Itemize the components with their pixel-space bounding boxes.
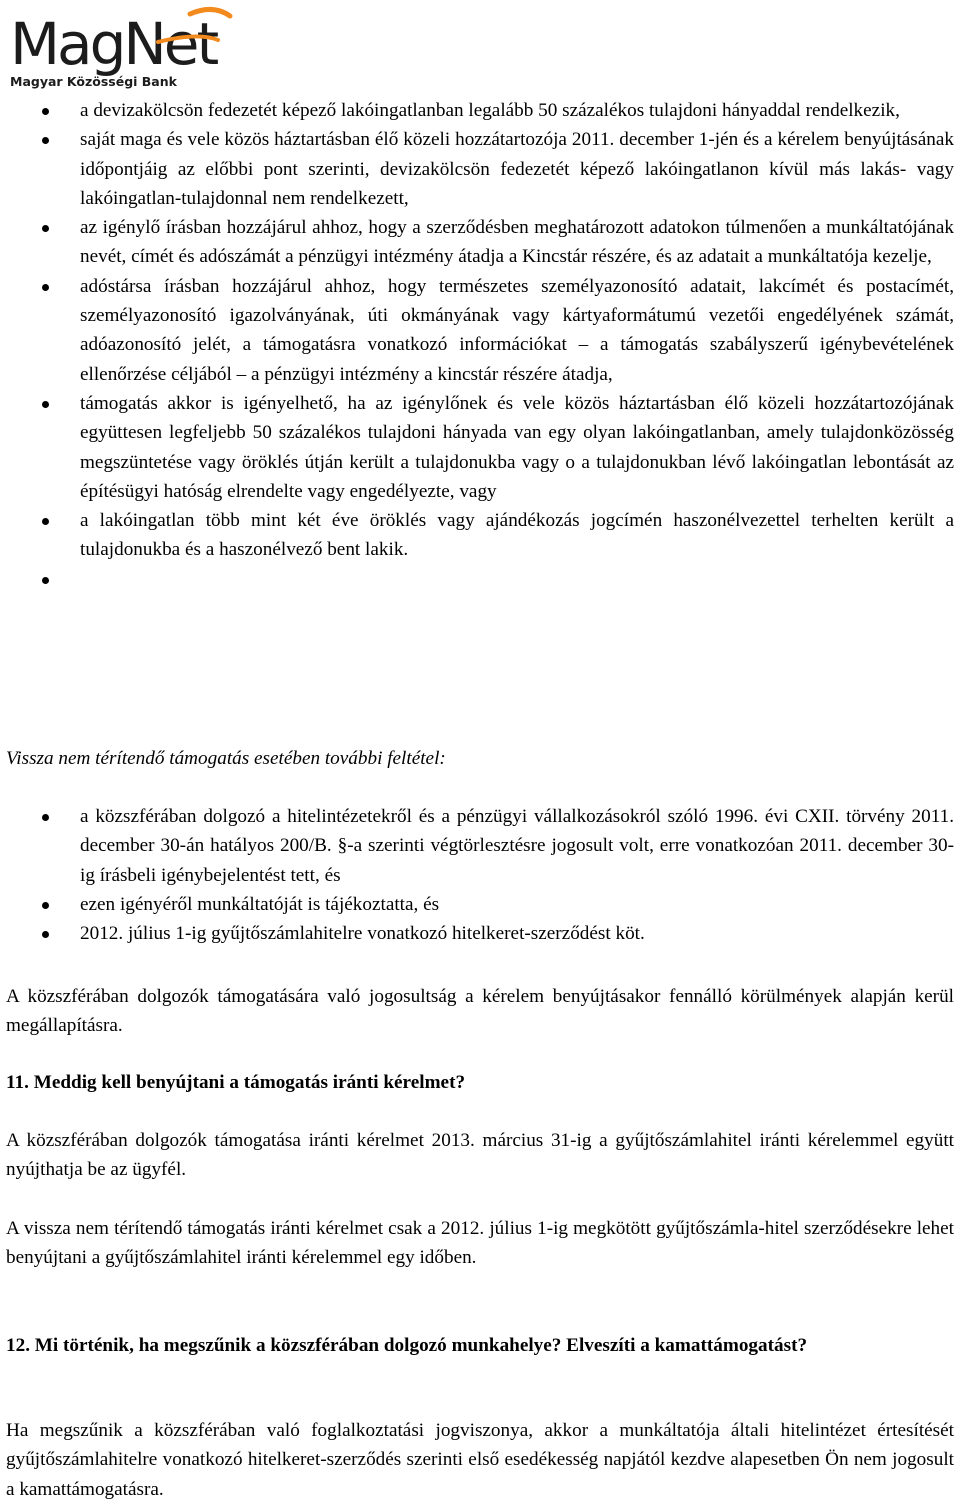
answer-11-paragraph-1: A közszférában dolgozók támogatása iránti kérelmet 2013. március 31-ig a gyűjtőszámlahitel iránti kérelemmel együtt nyújthatja be az ügyfél. xyxy=(6,1130,954,1181)
list-item: ezen igényéről munkáltatóját is tájékoztatta, és xyxy=(0,890,960,919)
list-item: adóstársa írásban hozzájárul ahhoz, hogy természetes személyazonosító adatait, lakcímét és postacímét, személyazonosító igazolványának, úti okmányának vagy kártyaformátumú vezetői engedélyének számát, adóazonosító jelét, a támogatásra vonatkozó információkat – a támogatás szabályszerű igénybevételének ellenőrzése céljából – a pénzügyi intézmény a kincstár részére átadja, xyxy=(0,272,960,389)
eligibility-paragraph: A közszférában dolgozók támogatására való jogosultság a kérelem benyújtásakor fennálló körülmények alapján kerül megállapításra. xyxy=(6,986,954,1037)
list-item: a lakóingatlan több mint két éve öröklés vagy ajándékozás jogcímén haszonélvezettel terhelten került a tulajdonukba és a haszonélvező bent lakik. xyxy=(0,506,960,565)
bullet-icon xyxy=(42,518,49,525)
bullet-icon xyxy=(42,108,49,115)
list-item-empty xyxy=(0,565,960,594)
bullet-icon xyxy=(42,401,49,408)
question-12-heading: 12. Mi történik, ha megszűnik a közszférában dolgozó munkahelye? Elveszíti a kamattámogatást? xyxy=(6,1335,808,1356)
bullet-icon xyxy=(42,931,49,938)
bullet-icon xyxy=(42,902,49,909)
bullet-icon xyxy=(42,137,49,144)
bank-logo xyxy=(8,2,238,92)
eligibility-conditions-list xyxy=(0,96,960,594)
bullet-icon xyxy=(42,225,49,232)
list-item: saját maga és vele közös háztartásban élő közeli hozzátartozója 2011. december 1-jén és a kérelem benyújtásának időpontjáig az előbbi pont szerinti, devizakölcsön fedezetét képező lakóingatlanon kívül más lakás- vagy lakóingatlan-tulajdonnal nem rendelkezett, xyxy=(0,125,960,213)
list-item: támogatás akkor is igényelhető, ha az igénylőnek és vele közös háztartásban élő közeli hozzátartozójának együttesen legfeljebb 50 százalékos tulajdoni hányada van egy olyan lakóingatlanban, amely tulajdonközösség megszüntetése vagy öröklés útján került a tulajdonukba vagy o a tulajdonukban lévő lakóingatlan lebontását az építésügyi hatóság elrendelte vagy engedélyezte, vagy xyxy=(0,389,960,506)
list-item: 2012. július 1-ig gyűjtőszámlahitelre vonatkozó hitelkeret-szerződést köt. xyxy=(0,919,960,948)
answer-12-paragraph: Ha megszűnik a közszférában való foglalkoztatási jogviszonya, akkor a munkáltatója általi hitelintézet értesítését gyűjtőszámlahitelre vonatkozó hitelkeret-szerződés szerinti első esedékesség napjától kezdve alapesetben Ön nem jogosult a kamattámogatásra. xyxy=(6,1420,954,1500)
bullet-icon xyxy=(42,814,49,821)
list-item: az igénylő írásban hozzájárul ahhoz, hogy a szerződésben meghatározott adatokon túlmenően a munkáltatójának nevét, címét és adószámát a pénzügyi intézmény átadja a Kincstár részére, és az adatait a munkáltatója kezelje, xyxy=(0,213,960,272)
magnet-logo-mark xyxy=(8,2,238,92)
list-item: a devizakölcsön fedezetét képező lakóingatlanban legalább 50 százalékos tulajdoni hányaddal rendelkezik, xyxy=(0,96,960,125)
bullet-icon xyxy=(42,577,49,584)
logo-tagline: Magyar Közösségi Bank xyxy=(10,74,177,89)
answer-11-paragraph-2: A vissza nem térítendő támogatás iránti kérelmet csak a 2012. július 1-ig megkötött gyűjtőszámla-hitel szerződésekre lehet benyújtani a gyűjtőszámlahitel iránti kérelemmel egy időben. xyxy=(6,1218,954,1269)
question-11-heading: 11. Meddig kell benyújtani a támogatás iránti kérelmet? xyxy=(6,1072,466,1093)
nonrefundable-conditions-list xyxy=(0,802,960,948)
logo-wordmark: MagNet xyxy=(10,10,217,78)
bullet-icon xyxy=(42,284,49,291)
condition-heading: Vissza nem térítendő támogatás esetében további feltétel: xyxy=(6,748,446,769)
list-item: a közszférában dolgozó a hitelintézetekről és a pénzügyi vállalkozásokról szóló 1996. évi CXII. törvény 2011. december 30-án hatályos 200/B. §-a szerinti végtörlesztésre jogosult volt, erre vonatkozóan 2011. december 30-ig írásbeli igénybejelentést tett, és xyxy=(0,802,960,890)
